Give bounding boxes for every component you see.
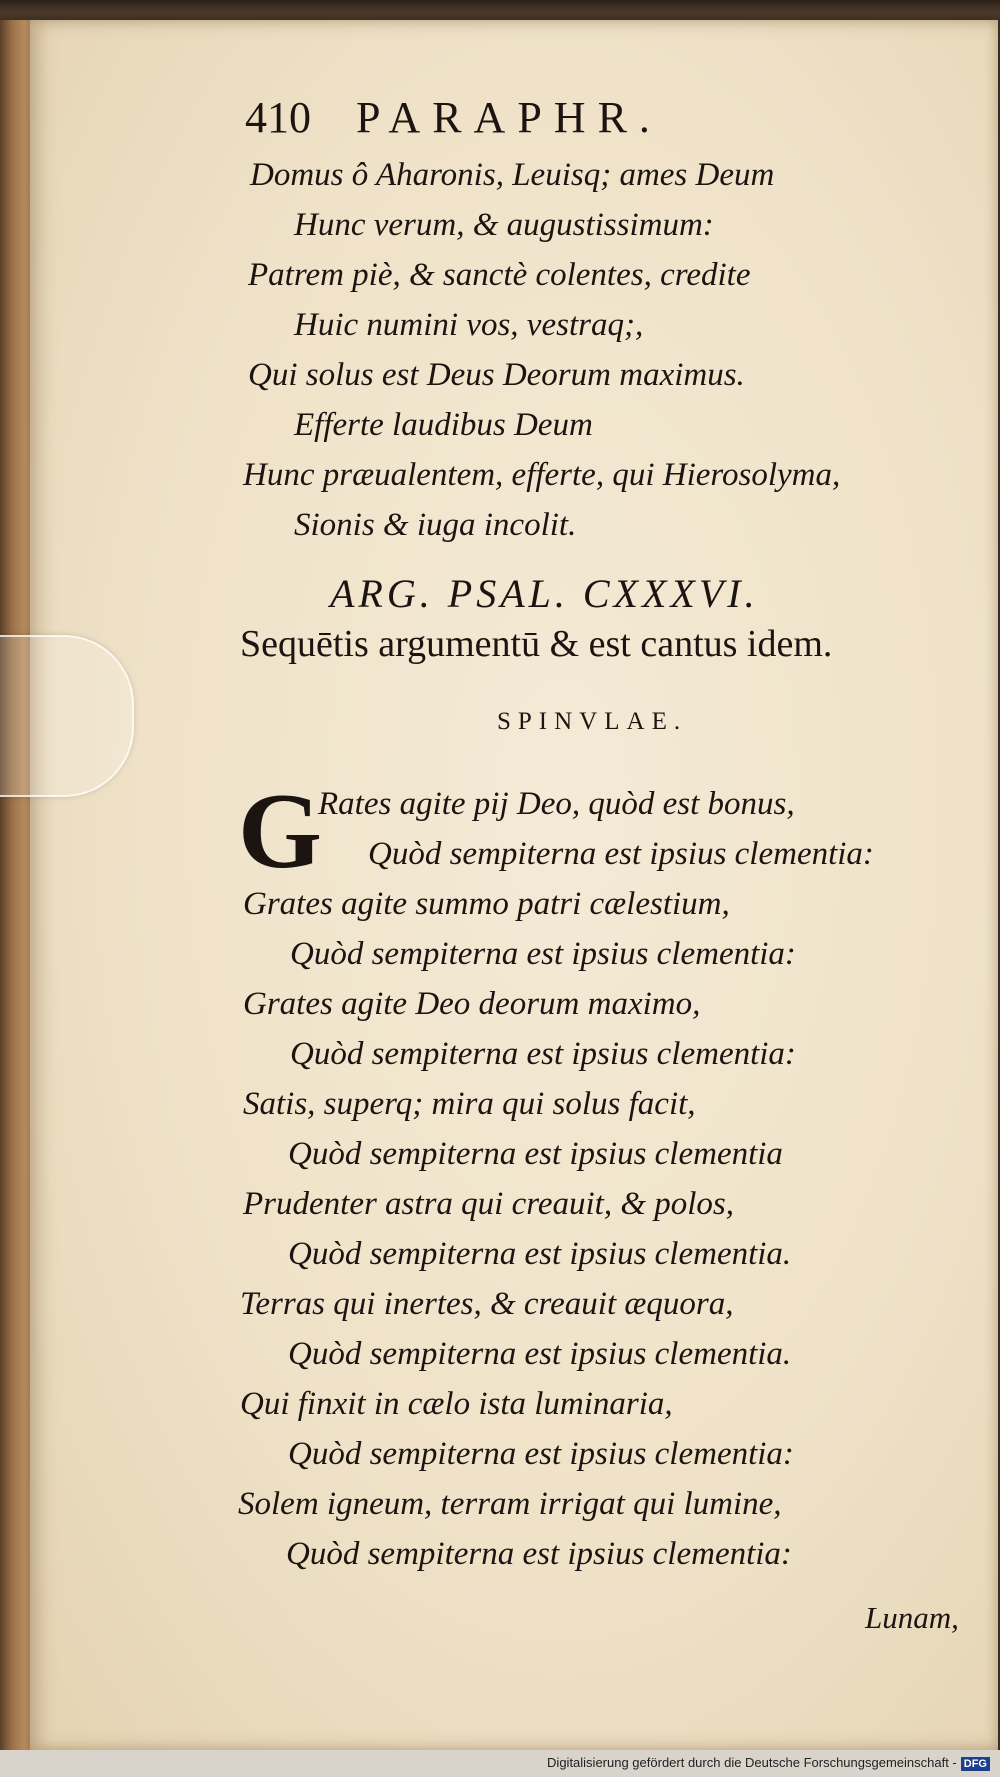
section-title: SPINVLAE. (497, 708, 688, 735)
psalm-line: Grates agite Deo deorum maximo, (243, 986, 701, 1022)
catchword: Lunam, (865, 1600, 959, 1635)
psalm-line: Quòd sempiterna est ipsius clementia: (290, 1036, 796, 1072)
verse-line: Sionis & iuga incolit. (294, 507, 577, 543)
psalm-line: Satis, superq; mira qui solus facit, (243, 1086, 696, 1122)
psalm-line: Solem igneum, terram irrigat qui lumine, (238, 1486, 782, 1522)
drop-cap: G (238, 772, 323, 891)
psalm-line: Quòd sempiterna est ipsius clementia: (288, 1436, 794, 1472)
verse-line: Huic numini vos, vestraq;, (294, 307, 644, 343)
psalm-line: Grates agite summo patri cælestium, (243, 886, 730, 922)
running-title: PARAPHR. (356, 93, 662, 142)
verse-line: Hunc præualentem, efferte, qui Hierosolyma, (243, 457, 841, 493)
psalm-line: Terras qui inertes, & creauit æquora, (240, 1286, 734, 1322)
page-header (245, 92, 662, 143)
glass-page-holder (0, 635, 134, 797)
argument-subtitle: Sequētis argumentū & est cantus idem. (240, 623, 833, 665)
psalm-line: Rates agite pij Deo, quòd est bonus, (318, 786, 795, 822)
psalm-line: Quòd sempiterna est ipsius clementia: (286, 1536, 792, 1572)
psalm-line: Quòd sempiterna est ipsius clementia (288, 1136, 783, 1172)
verse-line: Patrem piè, & sanctè colentes, credite (248, 257, 751, 293)
verse-line: Efferte laudibus Deum (294, 407, 593, 443)
argument-title: ARG. PSAL. CXXXVI. (330, 571, 759, 616)
verse-line: Domus ô Aharonis, Leuisq; ames Deum (250, 157, 775, 193)
psalm-line: Quòd sempiterna est ipsius clementia: (290, 936, 796, 972)
digitization-credit (547, 1755, 990, 1771)
psalm-line: Quòd sempiterna est ipsius clementia. (288, 1236, 792, 1272)
verse-line: Hunc verum, & augustissimum: (294, 207, 714, 243)
psalm-line: Quòd sempiterna est ipsius clementia. (288, 1336, 792, 1372)
dfg-logo-icon: DFG (961, 1757, 990, 1771)
verse-line: Qui solus est Deus Deorum maximus. (248, 357, 745, 393)
psalm-line: Quòd sempiterna est ipsius clementia: (368, 836, 874, 872)
psalm-line: Qui finxit in cælo ista luminaria, (240, 1386, 673, 1422)
credit-text: Digitalisierung gefördert durch die Deutsche Forschungsgemeinschaft - (547, 1755, 957, 1770)
page-number: 410 (245, 93, 311, 142)
psalm-line: Prudenter astra qui creauit, & polos, (243, 1186, 735, 1222)
